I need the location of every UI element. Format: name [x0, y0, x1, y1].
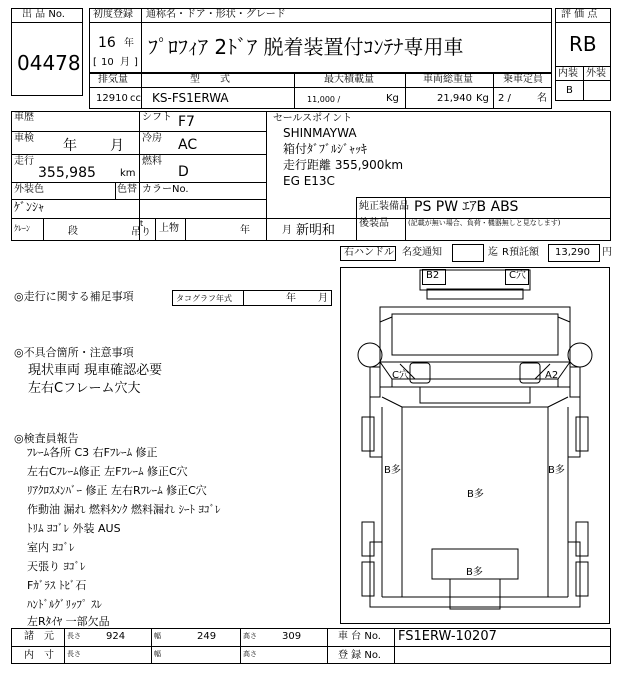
model-type: KS-FS1ERWA [152, 91, 229, 105]
tachograph-year-unit: 年 [286, 293, 296, 304]
defect-1: 現状車両 現車確認必要 [28, 363, 163, 378]
displacement: 12910 [96, 93, 128, 104]
sales-point-1: SHINMAYWA [283, 126, 357, 140]
interior-grade-label: 内装 [558, 68, 578, 79]
recycle-deposit-label: R預託額 [502, 247, 539, 258]
chassis-no: FS1ERW-10207 [398, 629, 497, 644]
inspector-note-1: ﾌﾚｰﾑ各所 C3 右Fﾌﾚｰﾑ 修正 [27, 446, 158, 459]
seats-unit: 名 [537, 93, 547, 104]
damage-a2: A2 [545, 370, 559, 381]
exterior-grade-label: 外装 [586, 68, 606, 79]
recycle-deposit: 13,290 [555, 247, 590, 258]
crane-hang: 吊り [131, 227, 151, 238]
name-change-label: 名変通知 [402, 247, 442, 258]
body-maker: 新明和 [296, 223, 336, 238]
ac-label: 冷房 [142, 133, 162, 144]
capacity-label: 最大積載量 [324, 74, 374, 85]
width-label-2: 幅 [154, 650, 161, 658]
body-month-unit: 月 [282, 225, 292, 236]
crane-stages: 段 [68, 226, 78, 237]
first-reg-month-open: [ [93, 57, 97, 68]
inspector-label: ◎検査員報告 [14, 432, 79, 445]
height-label-2: 高さ [243, 650, 257, 658]
inspector-note-8: Fｶﾞﾗｽ ﾄﾋﾞ石 [27, 579, 87, 592]
lot-label: 出 品 No. [22, 9, 65, 20]
inspector-note-6: 室内 ﾖｺﾞﾚ [27, 541, 75, 554]
first-reg-month-close: ] [134, 57, 138, 68]
ac: AC [178, 137, 198, 153]
until-label: 迄 [488, 247, 498, 258]
width-label: 幅 [154, 632, 161, 640]
rhd: 右ハンドル [344, 247, 394, 258]
name-change-box [452, 244, 484, 262]
color-value: ｹﾞﾝｼｬ [14, 200, 45, 214]
damage-b-many-bottom: B多 [466, 567, 483, 578]
car-name: ﾌﾟﾛﾌｨｱ 2ﾄﾞｱ 脱着装置付ｺﾝﾃﾅ専用車 [148, 35, 464, 59]
gross-weight-label: 車両総重量 [423, 74, 473, 85]
inspector-note-3: ﾘｱｸﾛｽﾒﾝﾊﾞｰ 修正 左右Rﾌﾚｰﾑ 修正C穴 [27, 484, 207, 497]
inspector-note-7: 天張り ﾖｺﾞﾚ [27, 560, 86, 573]
displacement-unit: cc [130, 93, 141, 104]
lot-number: 04478 [17, 51, 81, 75]
history-label: 車歴 [14, 112, 34, 123]
tachograph-label: タコグラフ年式 [176, 294, 232, 303]
dims-label: 諸 元 [24, 631, 54, 642]
first-reg-year: 16 [98, 35, 116, 51]
supplement-label: ◎走行に関する補足事項 [14, 290, 134, 303]
tachograph-month-unit: 月 [318, 293, 328, 304]
aftermarket-note: (記載が無い場合、負荷・機器無しと見なします) [408, 219, 561, 227]
color-no-label: カラーNo. [142, 184, 189, 195]
length: 924 [106, 631, 126, 642]
year-unit: 年 [124, 38, 134, 49]
width: 249 [197, 631, 217, 642]
reg-label: 登 録 No. [338, 650, 381, 661]
body-year-unit: 年 [240, 225, 250, 236]
inspector-note-2: 左右Cﾌﾚｰﾑ修正 左Fﾌﾚｰﾑ 修正C穴 [27, 465, 188, 478]
inspection-year-unit: 年 [63, 138, 77, 154]
length-label-2: 長さ [67, 650, 81, 658]
first-reg-month: 10 [101, 57, 114, 68]
month-unit: 月 [120, 57, 130, 68]
yen-unit: 円 [602, 247, 612, 258]
gross-weight-unit: Kg [476, 93, 489, 104]
seats-label: 乗車定員 [503, 74, 543, 85]
sales-point-4: EG E13C [283, 174, 335, 188]
length-label: 長さ [67, 632, 81, 640]
capacity: 11,000 / [307, 95, 341, 104]
fuel-label: 燃料 [142, 156, 162, 167]
equipment-label: 純正装備品 [359, 201, 409, 212]
grade-label: 評 価 点 [561, 9, 598, 20]
capacity-unit: Kg [386, 93, 399, 104]
damage-b2: B2 [426, 270, 440, 281]
inspection-label: 車検 [14, 133, 34, 144]
color-change-label: 色替 [117, 184, 137, 195]
mileage: 355,985 [38, 165, 96, 181]
mileage-unit: km [120, 168, 136, 179]
seats: 2 / [498, 93, 511, 104]
displacement-label: 排気量 [98, 74, 128, 85]
sales-point-3: 走行距離 355,900km [283, 158, 404, 172]
inspector-note-10: 左Rﾀｲﾔ 一部欠品 [27, 615, 110, 628]
shift-label: シフト [142, 112, 172, 123]
sales-point-label: セールスポイント [273, 113, 353, 124]
defect-2: 左右Cフレーム穴大 [28, 381, 141, 396]
crane-label: ｸﾚｰﾝ [14, 224, 30, 233]
mileage-label: 走行 [14, 156, 34, 167]
height-label: 高さ [243, 632, 257, 640]
color-label: 外装色 [14, 184, 44, 195]
first-reg-label: 初度登録 [93, 9, 133, 20]
interior-size-label: 内 寸 [24, 650, 54, 661]
damage-b-many-right: B多 [548, 465, 565, 476]
aftermarket-label: 後装品 [359, 218, 389, 229]
model-label: 通称名・ドア・形状・グレード [146, 9, 286, 20]
shift: F7 [178, 114, 195, 130]
inspection-month-unit: 月 [110, 138, 124, 154]
equipment: PS PW ｴｱB ABS [414, 199, 519, 215]
height: 309 [282, 631, 302, 642]
damage-c-hole-left: C穴 [392, 370, 409, 381]
type-label: 型 式 [190, 74, 230, 85]
inspector-note-9: ﾊﾝﾄﾞﾙｸﾞﾘｯﾌﾟ ｽﾚ [27, 598, 102, 611]
gross-weight: 21,940 [437, 93, 472, 104]
fuel: D [178, 164, 189, 180]
sales-point-2: 箱付ﾀﾞﾌﾞﾙｼﾞｬｯｷ [283, 142, 368, 156]
defects-label: ◎不具合箇所・注意事項 [14, 346, 134, 359]
interior-grade: B [566, 85, 573, 96]
damage-c-hole-top: C穴 [509, 270, 526, 281]
inspector-note-4: 作動油 漏れ 燃料ﾀﾝｸ 燃料漏れ ｼｰﾄ ﾖｺﾞﾚ [27, 503, 221, 516]
crane-ton: t [140, 219, 144, 228]
damage-b-many-left: B多 [384, 465, 401, 476]
chassis-label: 車 台 No. [338, 631, 381, 642]
grade-value: RB [569, 32, 597, 56]
inspector-note-5: ﾄﾘﾑ ﾖｺﾞﾚ 外装 AUS [27, 522, 121, 535]
body-label: 上物 [159, 223, 179, 234]
damage-b-many-center: B多 [467, 489, 484, 500]
